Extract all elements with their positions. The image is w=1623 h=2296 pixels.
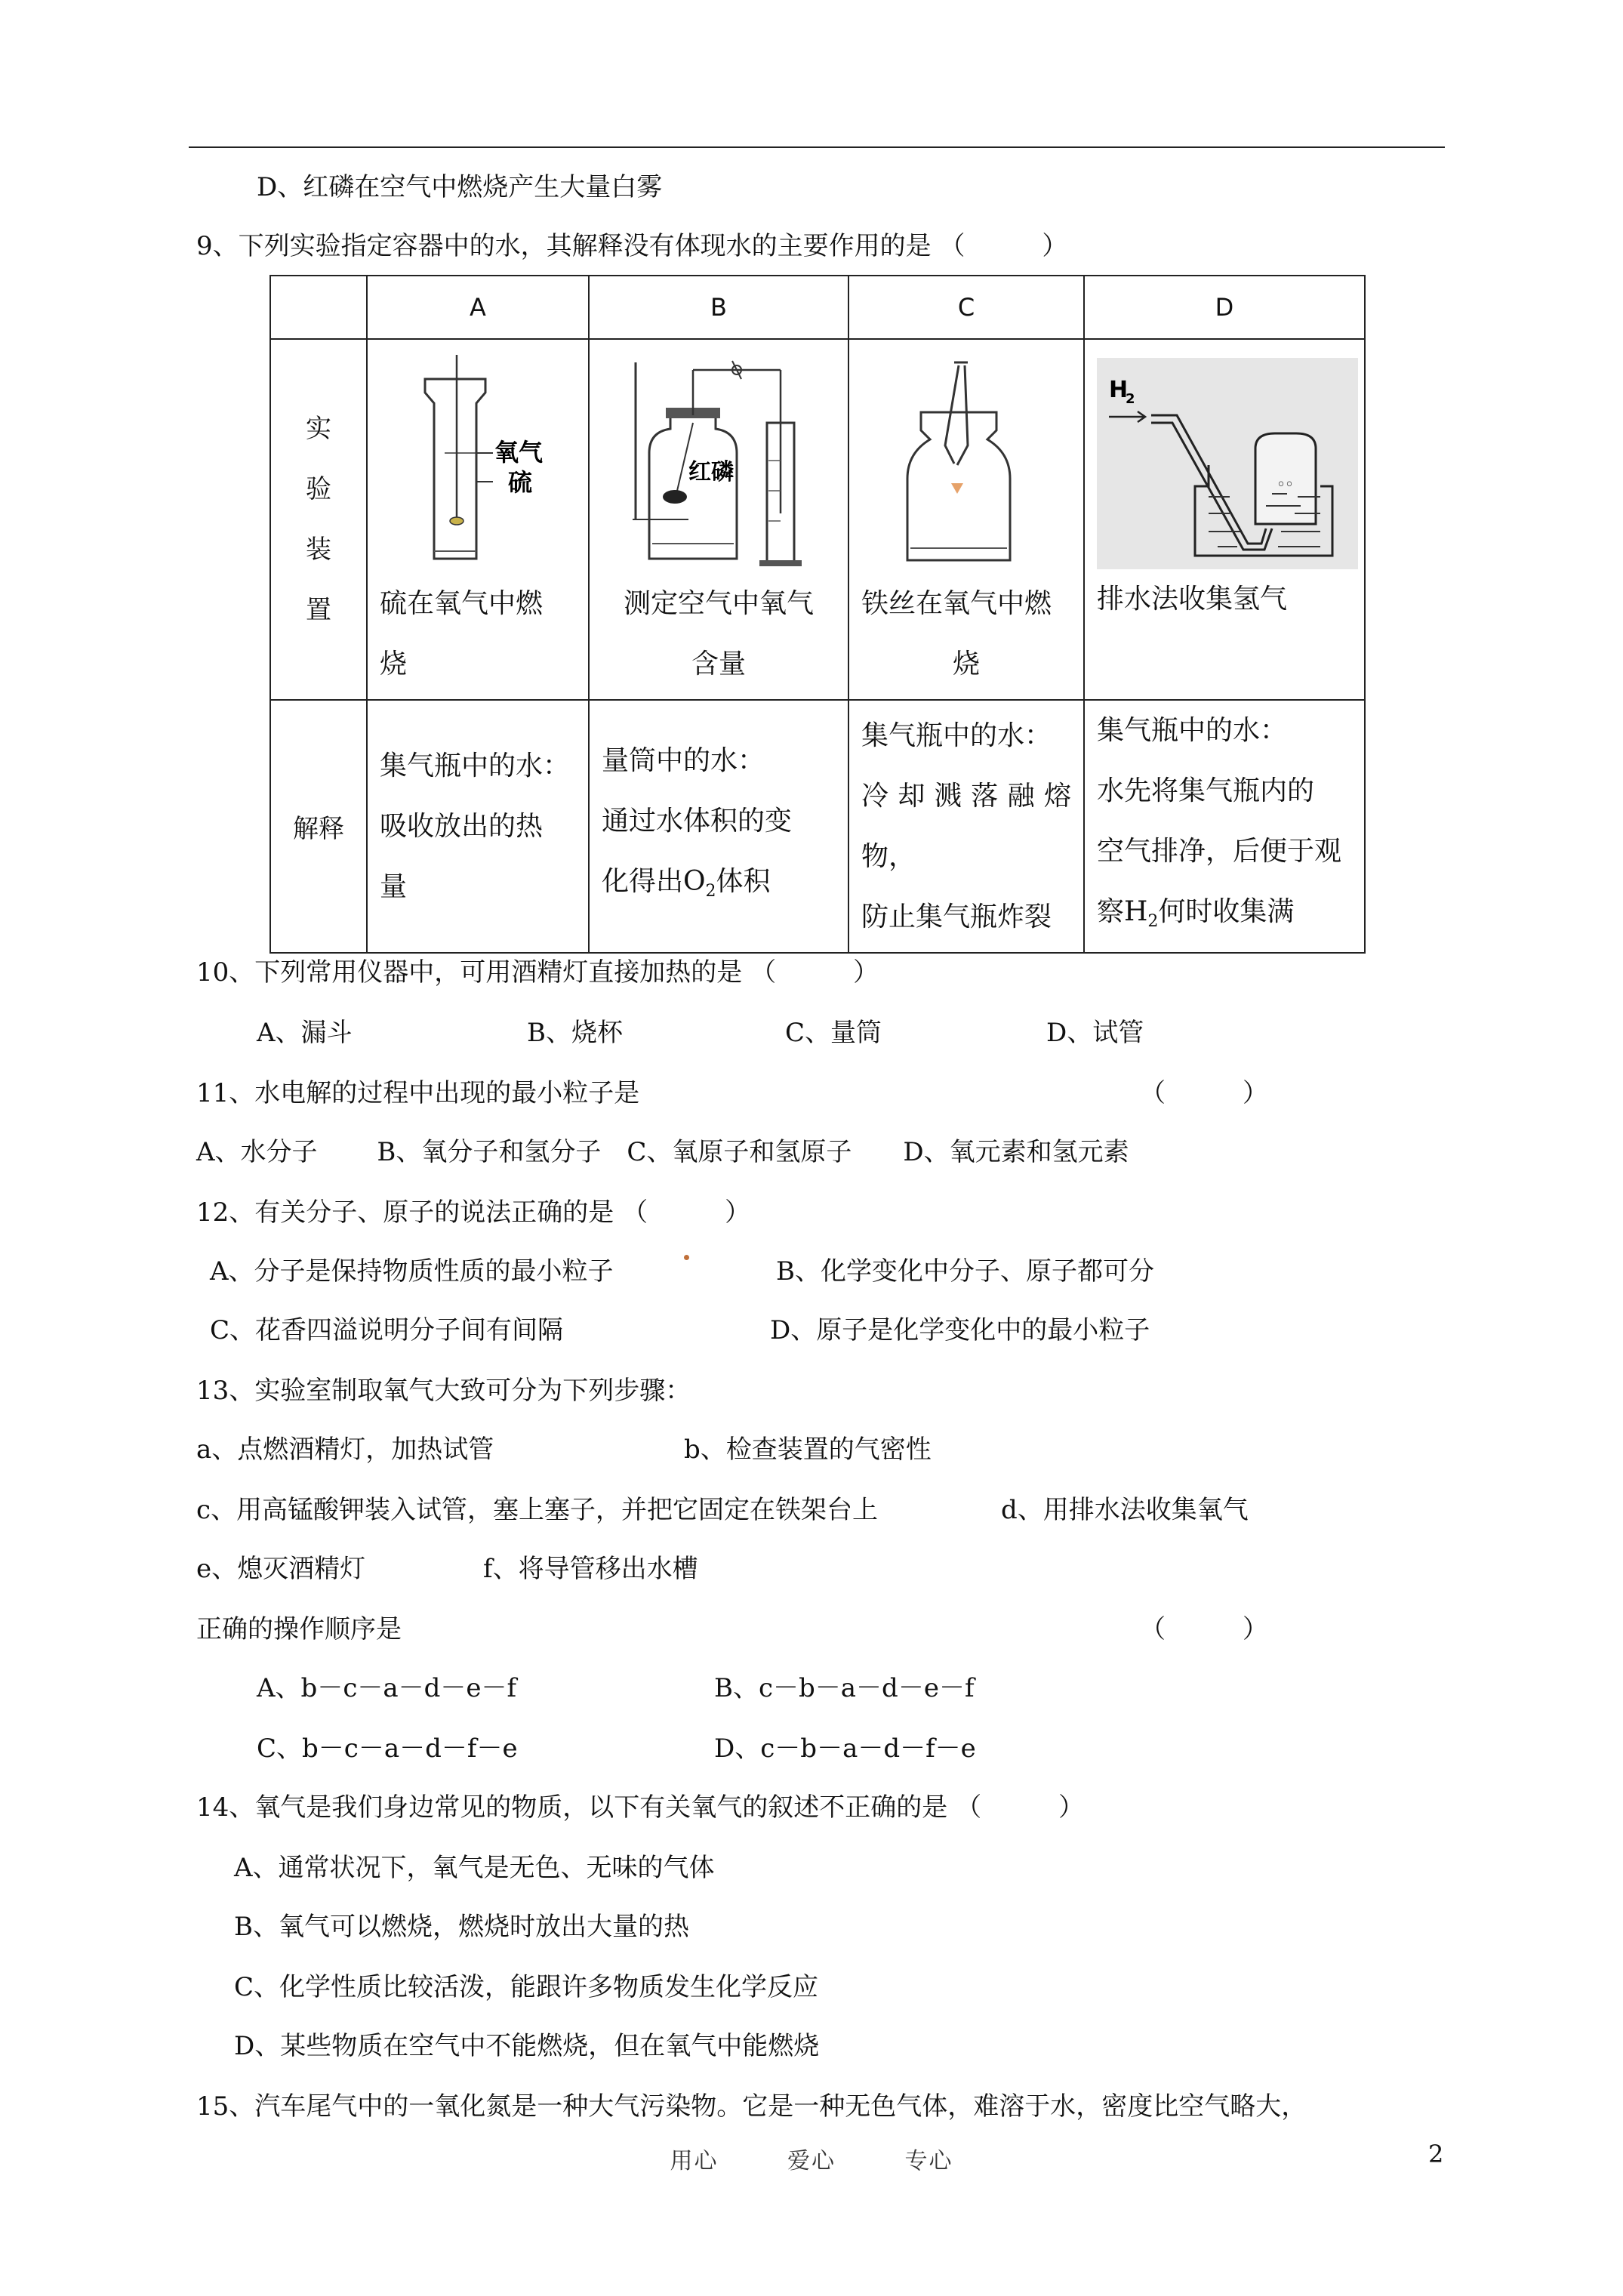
q13-step-d: d、用排水法收集氧气: [1001, 1495, 1249, 1525]
oxygen-label: 氧气: [494, 438, 544, 467]
cell-apparatus-b: [589, 339, 848, 700]
q12-option-d: D、原子是化学变化中的最小粒子: [770, 1315, 1150, 1345]
q12-option-c: C、花香四溢说明分子间有间隔: [210, 1315, 564, 1345]
page-number: 2: [1428, 2140, 1444, 2168]
q11-options: A、水分子 B、氧分子和氢分子 C、氧原子和氢原子 D、氧元素和氢元素: [196, 1137, 1129, 1167]
cell-apparatus-d: [1084, 339, 1365, 700]
q8-option-d: D、红磷在空气中燃烧产生大量白雾: [257, 172, 663, 202]
table-apparatus-row: [270, 339, 1365, 700]
q14-option-a: A、通常状况下，氧气是无色、无味的气体: [234, 1853, 715, 1883]
iron-wire-combustion-figure: [876, 340, 1057, 574]
table-header-row: [270, 276, 1365, 339]
stray-dot: [684, 1255, 689, 1260]
sulfur-combustion-figure: [387, 340, 568, 574]
q13-step-f: f、将导管移出水槽: [483, 1554, 698, 1584]
caption-c: 铁丝在氧气中燃 烧: [861, 588, 1052, 680]
row-label-explanation: 解释: [270, 700, 367, 953]
q13-option-b: B、c－b－a－d－e－f: [714, 1673, 975, 1703]
cell-apparatus-a: [367, 339, 589, 700]
cell-explanation-a: 集气瓶中的水： 吸收放出的热 量: [367, 700, 589, 953]
caption-a: 硫在氧气中燃 烧: [380, 588, 544, 680]
q10-option-c: C、量筒: [785, 1018, 882, 1048]
q14-option-c: C、化学性质比较活泼，能跟许多物质发生化学反应: [234, 1972, 819, 2002]
page-footer: 用心 爱心 专心: [670, 2148, 953, 2174]
header-rule: [189, 146, 1445, 148]
q13-step-b: b、检查装置的气密性: [684, 1435, 932, 1465]
q12-stem: 12、有关分子、原子的说法正确的是 （ ）: [196, 1197, 751, 1228]
q10-option-b: B、烧杯: [527, 1018, 623, 1048]
q11-stem: 11、水电解的过程中出现的最小粒子是: [196, 1078, 640, 1108]
q13-stem: 13、实验室制取氧气大致可分为下列步骤：: [196, 1376, 691, 1406]
q13-option-c: C、b－c－a－d－f－e: [257, 1734, 518, 1764]
q13-order-prompt: 正确的操作顺序是: [196, 1614, 402, 1644]
svg-text:2: 2: [1126, 391, 1135, 407]
q13-answer-blank: （ ）: [1140, 1614, 1268, 1644]
header-a: A: [367, 276, 589, 339]
hydrogen-water-collection-figure: [1097, 358, 1358, 569]
header-b: B: [589, 276, 848, 339]
q13-option-a: A、b－c－a－d－e－f: [257, 1673, 517, 1703]
q13-step-c: c、用高锰酸钾装入试管，塞上塞子，并把它固定在铁架台上: [196, 1495, 879, 1525]
header-empty-cell: [270, 276, 367, 339]
caption-d: 排水法收集氢气: [1097, 584, 1288, 615]
table-explanation-row: [270, 700, 1365, 953]
caption-b: 测定空气中氧气 含量: [623, 588, 814, 680]
q15-stem: 15、汽车尾气中的一氧化氮是一种大气污染物。它是一种无色气体，难溶于水，密度比空气略大，: [196, 2091, 1307, 2122]
q9-stem: 9、下列实验指定容器中的水，其解释没有体现水的主要作用的是 （ ）: [196, 231, 1068, 261]
svg-text:。。: 。。: [1278, 470, 1304, 489]
phosphorus-oxygen-figure: [605, 340, 832, 574]
sulfur-label: 硫: [508, 468, 533, 497]
q12-option-a: A、分子是保持物质性质的最小粒子: [210, 1256, 614, 1287]
q14-stem: 14、氧气是我们身边常见的物质，以下有关氧气的叙述不正确的是 （ ）: [196, 1792, 1085, 1823]
q13-step-e: e、熄灭酒精灯: [196, 1554, 366, 1584]
cell-explanation-c: 集气瓶中的水： 冷却溅落融熔物， 防止集气瓶炸裂: [848, 700, 1084, 953]
red-phosphorus-label: 红磷: [688, 459, 734, 485]
cell-apparatus-c: [848, 339, 1084, 700]
row-label-apparatus: 实 验 装 置: [270, 339, 367, 700]
q10-option-d: D、试管: [1046, 1018, 1144, 1048]
q10-stem: 10、下列常用仪器中，可用酒精灯直接加热的是 （ ）: [196, 957, 879, 988]
q10-option-a: A、漏斗: [257, 1018, 353, 1048]
q14-option-b: B、氧气可以燃烧，燃烧时放出大量的热: [234, 1912, 689, 1942]
q9-table: [269, 275, 1366, 954]
q13-step-a: a、点燃酒精灯，加热试管: [196, 1435, 494, 1465]
q13-option-d: D、c－b－a－d－f－e: [714, 1734, 976, 1764]
header-c: C: [848, 276, 1084, 339]
q11-answer-blank: （ ）: [1140, 1078, 1268, 1108]
q14-option-d: D、某些物质在空气中不能燃烧，但在氧气中能燃烧: [234, 2031, 820, 2061]
cell-explanation-d: 集气瓶中的水： 水先将集气瓶内的 空气排净，后便于观 察$H_2$何时收集满: [1084, 700, 1365, 953]
header-d: D: [1084, 276, 1365, 339]
cell-explanation-b: 量筒中的水： 通过水体积的变 化得出$O_2$体积: [589, 700, 848, 953]
q12-option-b: B、化学变化中分子、原子都可分: [776, 1256, 1154, 1287]
h2-label: H: [1109, 377, 1129, 403]
